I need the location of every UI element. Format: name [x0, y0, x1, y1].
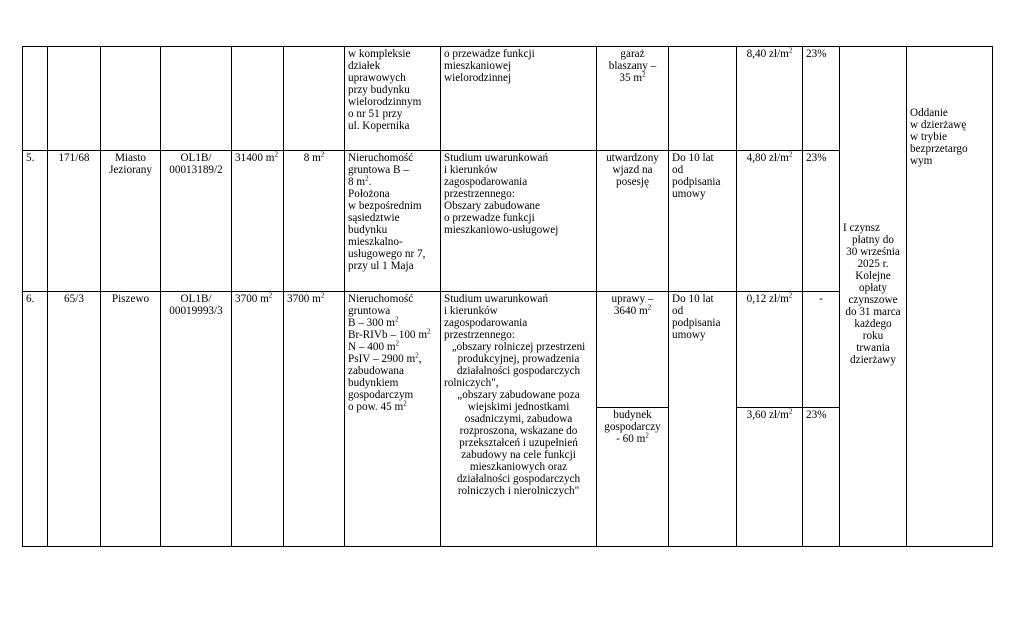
cell-period: Do 10 lat od podpisania umowy	[669, 151, 737, 292]
cell-plot: 65/3	[48, 292, 101, 547]
cell-use: utwardzony wjazd na posesję	[597, 151, 669, 292]
cell-location: Miasto Jeziorany	[101, 151, 161, 292]
cell-rate-building: 3,60 $zł/m^2$	[737, 408, 803, 547]
cell-purpose: Studium uwarunkowań i kierunków zagospodarowania przestrzennego: Obszary zabudowane o przewadze funkcji mieszkaniowo-usługowej	[441, 151, 597, 292]
cell-total-area	[232, 47, 284, 151]
cell-use-cultivation: uprawy – 3640 $m^2$	[597, 292, 669, 408]
cell-description: Nieruchomość gruntowa B – 8 $m^2$. Położona w bezpośrednim sąsiedztwie budynku mieszkalno- usługowego nr 7, przy ul 1 Maja	[345, 151, 441, 292]
cell-no: 6.	[23, 292, 48, 547]
cell-rate: 4,80 $zł/m^2$	[737, 151, 803, 292]
lease-table-wrapper	[22, 46, 992, 548]
cell-lease-mode: Oddanie w dzierżawę w trybie bezprzetargo wym	[907, 47, 993, 547]
cell-period: Do 10 lat od podpisania umowy	[669, 292, 737, 547]
cell-vat-building: 23%	[803, 408, 840, 547]
cell-total-area: 31400 $m^2$	[232, 151, 284, 292]
cell-plot: 171/68	[48, 151, 101, 292]
cell-period	[669, 47, 737, 151]
cell-payment-terms: I czynsz płatny do 30 września 2025 r. Kolejne opłaty czynszowe do 31 marca każdego roku trwania dzierżawy	[840, 47, 907, 547]
cell-kw: OL1B/ 00013189/2	[161, 151, 232, 292]
cell-plot	[48, 47, 101, 151]
cell-location: Piszewo	[101, 292, 161, 547]
cell-description: Nieruchomość gruntowa B – 300 $m^2$ Br-RIVb – 100 $m^2$ N – 400 $m^2$ PsIV – 2900 $m^2$, zabudowana budynkiem gospodarczym o pow. 45 $m^2$	[345, 292, 441, 547]
cell-lease-area	[284, 47, 345, 151]
cell-rate-cultivation: 0,12 $zł/m^2$	[737, 292, 803, 408]
cell-no: 5.	[23, 151, 48, 292]
cell-total-area: 3700 $m^2$	[232, 292, 284, 547]
lease-table	[22, 46, 993, 547]
cell-vat: 23%	[803, 47, 840, 151]
cell-location	[101, 47, 161, 151]
cell-rate: 8,40 $zł/m^2$	[737, 47, 803, 151]
cell-vat: 23%	[803, 151, 840, 292]
cell-no	[23, 47, 48, 151]
cell-description: w kompleksie działek uprawowych przy budynku wielorodzinnym o nr 51 przy ul. Kopernika	[345, 47, 441, 151]
cell-use-building: budynek gospodarczy - 60 $m^2$	[597, 408, 669, 547]
cell-use: garaż blaszany – 35 $m^2$	[597, 47, 669, 151]
cell-lease-area: 3700 $m^2$	[284, 292, 345, 547]
cell-kw	[161, 47, 232, 151]
cell-vat-cultivation: -	[803, 292, 840, 408]
cell-kw: OL1B/ 00019993/3	[161, 292, 232, 547]
table-row-continuation	[23, 47, 993, 151]
cell-purpose: o przewadze funkcji mieszkaniowej wielorodzinnej	[441, 47, 597, 151]
cell-lease-area: 8 $m^2$	[284, 151, 345, 292]
cell-purpose: Studium uwarunkowań i kierunków zagospodarowania przestrzennego: „obszary rolniczej przestrzeni produkcyjnej, prowadzenia działalności gospodarczych rolniczych", „obszary zabudowane poza wiejskimi jednostkami osadniczymi, zabudowa rozproszona, wskazane do przekształceń i uzupełnień zabudowy na cele funkcji mieszkaniowych oraz działalności gospodarczych rolniczych i nierolniczych"	[441, 292, 597, 547]
